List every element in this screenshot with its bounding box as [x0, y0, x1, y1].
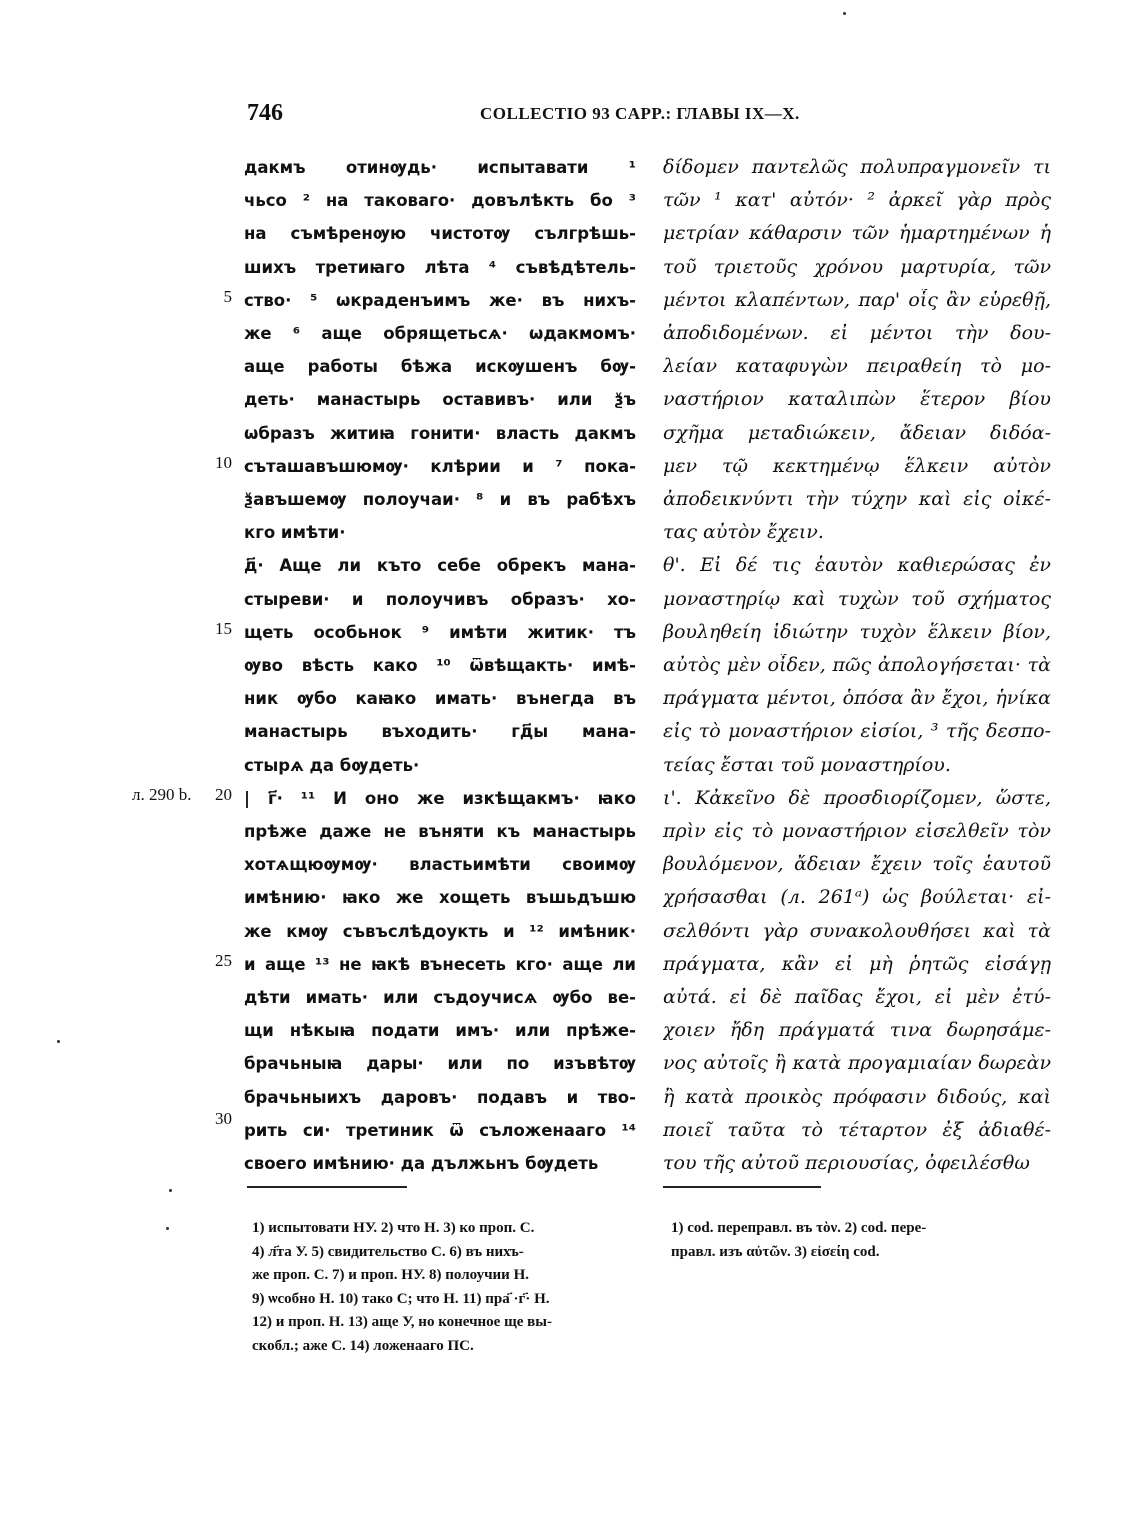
text-line: ник ѹбо каꙗко имать· вънегда въ [244, 689, 636, 709]
margin-folio-note: л. 290 b. [132, 785, 192, 804]
text-line: | г҃· ¹¹ И оно же изкѣщакмъ· ꙗко [244, 788, 636, 808]
footnote-line: 12) и проп. Н. 13) аще У, но конечное ще вы- [252, 1314, 552, 1330]
text-line: кго имѣти· [244, 523, 346, 543]
text-line: μετρίαν κάθαρσιν τῶν ἡμαρτημένων ἡ [663, 222, 1051, 245]
scan-speck [169, 1189, 172, 1192]
text-line: съташавъшюмѹ· клѣрии и ⁷ пока- [244, 456, 636, 476]
text-line: брачьныихъ даровъ· подавъ и тво- [244, 1087, 636, 1107]
text-line: του τῆς αὐτοῦ περιουσίας, ὀφειλέσθω [663, 1152, 1030, 1174]
text-line: шихъ третиꙗго лѣта ⁴ съвѣдѣтель- [244, 257, 636, 277]
text-line: стыреви· и полоучивъ образъ· хо- [244, 589, 636, 609]
text-line: на съмѣренѹю чистотѹ сългрѣшь- [244, 224, 636, 244]
text-line: рить си· третиник ѿ съложенааго ¹⁴ [244, 1120, 636, 1140]
text-line: εἰς τὸ μοναστήριον εἰσίοι, ³ τῆς δεσπο- [663, 720, 1051, 743]
text-line: νος αὐτοῖς ἢ κατὰ προγαμιαίαν δωρεὰν [663, 1052, 1051, 1075]
text-line: αὐτὸς μὲν οἶδεν, πῶς ἀπολογήσεται· τὰ [663, 654, 1051, 676]
text-line: δίδομεν παντελῶς πολυπραγμονεῖν τι [663, 156, 1051, 178]
text-line: ι'. Κἀκεῖνο δὲ προσδιορίζομεν, ὥστε, [663, 786, 1051, 809]
text-line: ѹво вѣсть како ¹⁰ ѿвѣщакть· имѣ- [244, 656, 636, 675]
footnote-line: 1) испытовати НУ. 2) что Н. 3) ко проп. С. [252, 1220, 535, 1236]
text-line: щеть особьнок ⁹ имѣти житик· тъ [244, 622, 636, 642]
text-line: σελθόντι γὰρ συνακολουθήσει καὶ τὰ [663, 919, 1051, 942]
text-line: аще работы бѣжа искѹшенъ бѹ- [244, 357, 636, 377]
line-number: 30 [215, 1109, 232, 1128]
text-line: αὐτά. εἰ δὲ παῖδας ἔχοι, εἰ μὲν ἐτύ- [663, 986, 1051, 1008]
text-line: ство· ⁵ ѡкраденъимъ же· въ нихъ- [244, 290, 636, 310]
text-line: чьсо ² на таковаго· довълѣкть бо ³ [244, 191, 636, 211]
text-line: θ'. Εἰ δέ τις ἑαυτὸν καθιερώσας ἐν [663, 554, 1051, 577]
text-line: манастырь въходить· гд҃ы мана- [244, 722, 636, 742]
footnote-rule-left [247, 1186, 407, 1188]
text-line: ἢ κατὰ προικὸς πρόφασιν διδούς, καὶ [663, 1085, 1051, 1108]
line-number: 5 [223, 287, 232, 306]
text-line: πράγματα μέντοι, ὁπόσα ἂν ἔχοι, ἡνίκα [663, 687, 1051, 710]
scan-speck [166, 1227, 169, 1230]
footnote-line: 4) л҃та У. 5) свидительство С. 6) въ нихъ- [252, 1243, 524, 1260]
text-line: и аще ¹³ не ꙗкѣ вънесеть кго· аще ли [244, 954, 636, 974]
greek-column [663, 150, 1051, 1174]
text-line: деть· манастырь оставивъ· или ѯъ [244, 390, 636, 410]
footnote-rule-right [663, 1186, 821, 1188]
page-number: 746 [247, 100, 283, 126]
text-line: χοιεν ἤδη πράγματά τινα δωρησάμε- [663, 1019, 1051, 1042]
text-line: τείας ἔσται τοῦ μοναστηρίου. [663, 753, 951, 776]
text-line: πρὶν εἰς τὸ μοναστήριον εἰσελθεῖν τὸν [663, 820, 1051, 842]
text-line: μέντοι κλαπέντων, παρ' οἷς ἂν εὑρεθῇ, [663, 288, 1051, 311]
text-line: ѡбразъ житиꙗ гонити· власть дакмъ [244, 423, 636, 443]
text-line: τας αὐτὸν ἔχειν. [663, 521, 824, 544]
text-line: д҃· Аще ли къто себе обрекъ мана- [244, 556, 636, 576]
footnote-line: правл. изъ αὐτῶν. 3) εἰσείη cod. [671, 1243, 880, 1260]
footnote-line: 9) ѡсобно Н. 10) тако С; что Н. 11) пра҃ ·г҃· Н. [252, 1290, 550, 1307]
text-line: βουλόμενον, ἄδειαν ἔχειν τοῖς ἑαυτοῦ [663, 853, 1051, 876]
text-line: ναστήριον καταλιπὼν ἕτερον βίου [663, 388, 1051, 411]
footnote-line: 1) cod. переправл. въ τὸν. 2) cod. пере- [671, 1220, 927, 1236]
slavonic-column [244, 150, 636, 1173]
text-line: μεν τῷ κεκτημένῳ ἕλκειν αὐτὸν [663, 454, 1051, 477]
text-line: τῶν ¹ κατ' αὐτόν· ² ἀρκεῖ γὰρ πρὸς [663, 189, 1051, 212]
text-line: дакмъ отинѹдь· испытавати ¹ [244, 158, 636, 177]
text-line: χρήσασθαι (л. 261ᵃ) ὡς βούλεται· εἰ- [663, 886, 1051, 909]
text-line: βουληθείη ἰδιώτην τυχὸν ἕλκειν βίον, [663, 620, 1051, 643]
text-line: щи нѣкыꙗ подати имъ· или прѣже- [244, 1021, 636, 1041]
text-line: ἀποδιδομένων. εἰ μέντοι τὴν δου- [663, 322, 1051, 344]
text-line: дѣти имать· или съдоучисѧ ѹбо ве- [244, 988, 636, 1007]
text-line: μοναστηρίῳ καὶ τυχὼν τοῦ σχήματος [663, 587, 1051, 610]
text-line: λείαν καταφυγὼν πειραθείη τὸ μο- [663, 355, 1051, 378]
line-number: 20 [215, 785, 232, 804]
text-line: τοῦ τριετοῦς χρόνου μαρτυρία, τῶν [663, 255, 1051, 278]
scan-speck [843, 12, 846, 15]
line-number: 10 [215, 453, 232, 472]
text-line: ποιεῖ ταῦτα τὸ τέταρτον ἐξ ἀδιαθέ- [663, 1118, 1051, 1141]
text-line: же ⁶ аще обрящетьсѧ· ѡдакмомъ· [244, 324, 636, 343]
text-line: имѣнию· ꙗко же хощеть въшьдъшю [244, 888, 636, 908]
text-line: своего имѣнию· да дължьнъ бѹдеть [244, 1154, 599, 1173]
footnote-line: скобл.; аже С. 14) ложенааго ПС. [252, 1337, 474, 1354]
text-line: ἀποδεικνύντι τὴν τύχην καὶ εἰς οἰκέ- [663, 488, 1051, 510]
text-line: ѯавъшемѹ полоучаи· ⁸ и въ рабѣхъ [244, 490, 636, 509]
text-line: σχῆμα μεταδιώκειν, ἄδειαν διδόα- [663, 421, 1051, 444]
text-line: хотѧщюѹмѹ· властьимѣти своимѹ [244, 855, 636, 875]
text-line: прѣже даже не въняти къ манастырь [244, 822, 636, 841]
footnote-line: же проп. С. 7) и проп. НУ. 8) полоучии Н. [252, 1267, 529, 1283]
text-line: стырѧ да бѹдеть· [244, 755, 420, 775]
text-line: же кмѹ съвъслѣдоукть и ¹² имѣник· [244, 921, 636, 941]
scan-speck [57, 1040, 60, 1043]
text-line: брачьныꙗ дары· или по изъвѣтѹ [244, 1054, 636, 1074]
line-number: 25 [215, 951, 232, 970]
text-line: πράγματα, κἂν εἰ μὴ ῥητῶς εἰσάγῃ [663, 952, 1051, 975]
running-head: COLLECTIO 93 CAPP.: ГЛАВЫ IX—X. [480, 104, 800, 123]
line-number: 15 [215, 619, 232, 638]
